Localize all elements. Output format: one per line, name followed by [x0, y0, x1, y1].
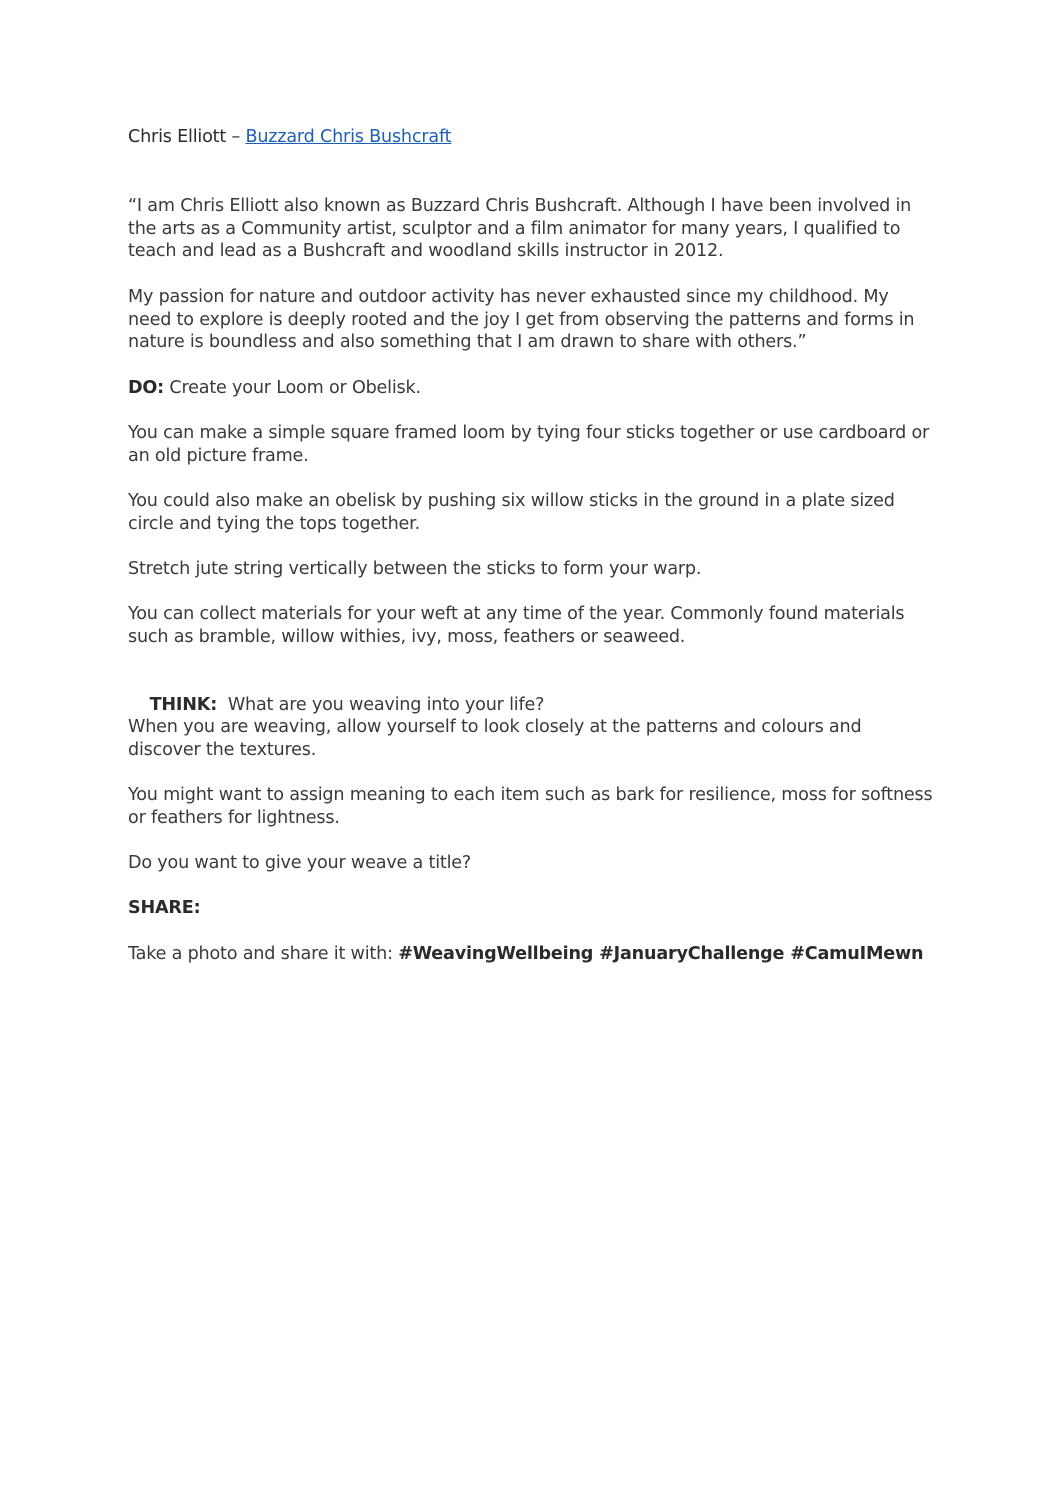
- think-paragraph-3: Do you want to give your weave a title?: [128, 853, 472, 873]
- do-text: Create your Loom or Obelisk.: [164, 378, 421, 398]
- share-label: SHARE:: [128, 898, 201, 918]
- think-text: What are you weaving into your life?: [217, 694, 545, 715]
- do-paragraph-3: Stretch jute string vertically between the sticks to form your warp.: [128, 559, 702, 579]
- think-paragraph-1: When you are weaving, allow yourself to look closely at the patterns and colours and discover the textures.: [128, 717, 862, 760]
- intro-paragraph-2: My passion for nature and outdoor activity has never exhausted since my childhood. My need to explore is deeply rooted and the joy I get from observing the patterns and forms in nature is boundless and also something that I am drawn to share with others.”: [128, 287, 915, 353]
- do-label: DO:: [128, 378, 164, 398]
- author-heading: [128, 126, 451, 149]
- think-paragraph-2: You might want to assign meaning to each item such as bark for resilience, moss for softness or feathers for lightness.: [128, 785, 933, 828]
- heading-separator: –: [226, 127, 246, 147]
- bushcraft-link[interactable]: Buzzard Chris Bushcraft: [245, 127, 452, 147]
- do-paragraph-2: You could also make an obelisk by pushing six willow sticks in the ground in a plate sized circle and tying the tops together.: [128, 491, 895, 534]
- share-text: Take a photo and share it with:: [128, 944, 399, 964]
- intro-paragraph-1: “I am Chris Elliott also known as Buzzard Chris Bushcraft. Although I have been involved in the arts as a Community artist, sculptor and a film animator for many years, I qualified to teach and lead as a Bushcraft and woodland skills instructor in 2012.: [128, 196, 912, 262]
- do-paragraph-4: You can collect materials for your weft at any time of the year. Commonly found materials such as bramble, willow withies, ivy, moss, feathers or seaweed.: [128, 604, 905, 647]
- share-hashtags: #WeavingWellbeing #JanuaryChallenge #CamuIMewn: [398, 944, 924, 964]
- share-line: [128, 943, 923, 966]
- think-label: THINK:: [149, 694, 218, 715]
- do-paragraph-1: You can make a simple square framed loom by tying four sticks together or use cardboard or an old picture frame.: [128, 423, 930, 466]
- do-heading: [128, 377, 421, 400]
- author-name: Chris Elliott: [128, 127, 227, 147]
